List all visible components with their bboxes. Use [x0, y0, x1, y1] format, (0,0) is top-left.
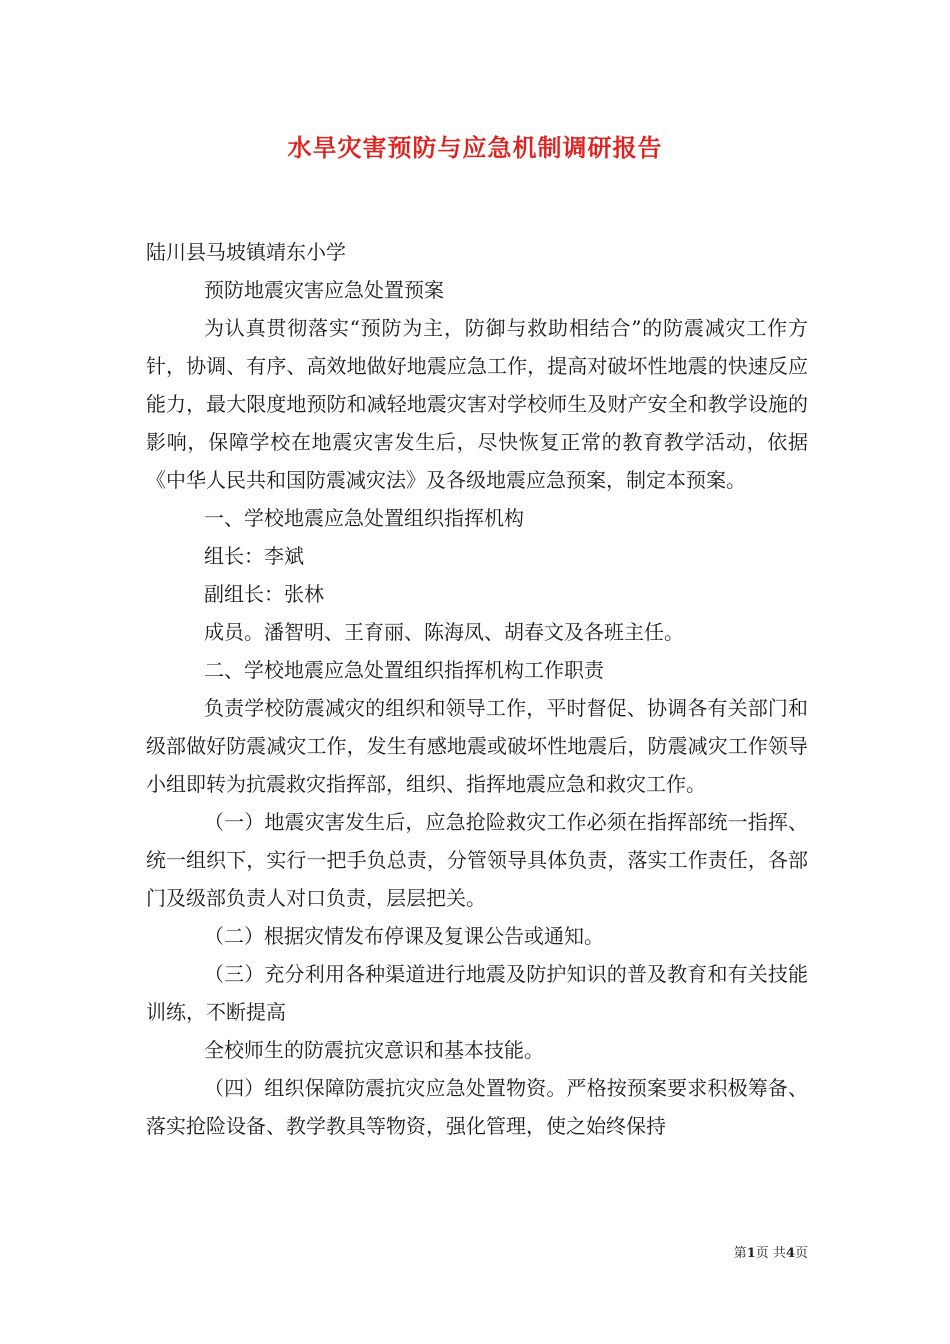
paragraph-item-3-continued: 全校师生的防震抗灾意识和基本技能。	[204, 1038, 544, 1062]
document-title: 水旱灾害预防与应急机制调研报告	[287, 133, 663, 162]
paragraph-item-2: （二）根据灾情发布停课及复课公告或通知。	[204, 924, 604, 948]
paragraph-deputy-leader: 副组长：张林	[204, 582, 324, 606]
paragraph-leader: 组长：李斌	[204, 544, 304, 568]
paragraph-item-4: （四）组织保障防震抗灾应急处置物资。严格按预案要求积极筹备、落实抢险设备、教学教具等物资，强化管理，使之始终保持	[146, 1076, 808, 1138]
paragraph-item-1: （一）地震灾害发生后，应急抢险救灾工作必须在指挥部统一指挥、统一组织下，实行一把手负总责，分管领导具体负责，落实工作责任，各部门及级部负责人对口负责，层层把关。	[146, 810, 808, 910]
paragraph-intro: 为认真贯彻落实“预防为主，防御与救助相结合”的防震减灾工作方针，协调、有序、高效地做好地震应急工作，提高对破坏性地震的快速反应能力，最大限度地预防和减轻地震灾害对学校师生及财产安全和教学设施的影响，保障学校在地震灾害发生后，尽快恢复正常的教育教学活动，依据《中华人民共和国防震减灾法》及各级地震应急预案，制定本预案。	[146, 316, 808, 492]
paragraph-plan-title: 预防地震灾害应急处置预案	[204, 278, 444, 302]
footer-middle: 页 共	[755, 1246, 786, 1261]
footer-total-pages: 4	[785, 1246, 795, 1261]
footer-suffix: 页	[794, 1246, 808, 1261]
paragraph-school-name: 陆川县马坡镇靖东小学	[146, 240, 346, 264]
paragraph-duties: 负责学校防震减灾的组织和领导工作，平时督促、协调各有关部门和级部做好防震减灾工作，发生有感地震或破坏性地震后，防震减灾工作领导小组即转为抗震救灾指挥部，组织、指挥地震应急和救灾工作。	[146, 696, 808, 796]
paragraph-members: 成员。潘智明、王育丽、陈海凤、胡春文及各班主任。	[204, 620, 684, 644]
document-body	[146, 233, 808, 1145]
footer-prefix: 第	[733, 1246, 747, 1261]
page-number-footer	[648, 1244, 808, 1264]
footer-current-page: 1	[746, 1246, 756, 1261]
section-heading-1: 一、学校地震应急处置组织指挥机构	[204, 506, 524, 530]
paragraph-item-3: （三）充分利用各种渠道进行地震及防护知识的普及教育和有关技能训练，不断提高	[146, 962, 808, 1024]
section-heading-2: 二、学校地震应急处置组织指挥机构工作职责	[204, 658, 604, 682]
